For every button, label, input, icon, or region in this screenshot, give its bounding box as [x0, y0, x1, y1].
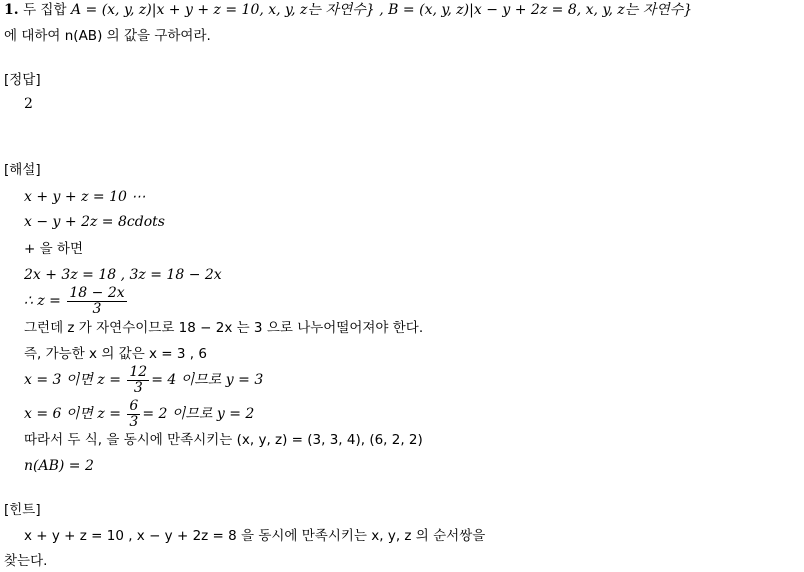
fraction-numerator: 6	[129, 397, 139, 414]
solution-line-9	[24, 396, 254, 432]
answer-value: 2	[24, 96, 33, 112]
case-x6-prefix: x = 6 이면 z =	[24, 406, 126, 422]
hint-heading: [힌트]	[4, 502, 41, 518]
solution-line-4: 2x + 3z = 18 , 3z = 18 − 2x	[24, 267, 222, 283]
solution-line-5	[24, 283, 129, 319]
problem-intro: 두 집합	[23, 2, 67, 18]
problem-line-1	[4, 0, 692, 20]
case-x6-suffix: = 2 이므로 y = 2	[142, 406, 255, 422]
solution-line-10: 따라서 두 식, 을 동시에 만족시키는 (x, y, z) = (3, 3, 4), (6, 2, 2)	[24, 432, 423, 448]
fraction-numerator: 12	[129, 363, 148, 380]
fraction-12-over-3	[127, 365, 149, 396]
solution-line-8	[24, 362, 263, 398]
therefore-z: ∴ z =	[24, 293, 66, 309]
set-a-definition: A = (x, y, z)|x + y + z = 10, x, y, z는 자연수}	[70, 2, 375, 18]
solution-line-6: 그런데 z 가 자연수이므로 18 − 2x 는 3 으로 나누어떨어져야 한다.	[24, 320, 424, 336]
set-b-definition: , B = (x, y, z)|x − y + 2z = 8, x, y, z는 자연수}	[379, 2, 693, 18]
fraction-denominator: 3	[133, 379, 143, 396]
answer-heading: [정답]	[4, 72, 41, 88]
hint-line-2: 찾는다.	[4, 553, 48, 569]
solution-line-7: 즉, 가능한 x 의 값은 x = 3 , 6	[24, 346, 207, 362]
solution-line-1: x + y + z = 10 ⋯	[24, 189, 146, 205]
problem-number: 1.	[4, 2, 19, 18]
solution-line-2: x − y + 2z = 8cdots	[24, 214, 165, 230]
fraction-6-over-3	[127, 399, 140, 430]
case-x3-prefix: x = 3 이면 z =	[24, 372, 126, 388]
hint-line-1: x + y + z = 10 , x − y + 2z = 8 을 동시에 만족시키는 x, y, z 의 순서쌍을	[24, 528, 486, 544]
solution-line-11: n(AB) = 2	[24, 458, 94, 474]
problem-line-2: 에 대하여 n(AB) 의 값을 구하여라.	[4, 28, 211, 44]
solution-line-3: + 을 하면	[24, 241, 84, 257]
case-x3-suffix: = 4 이므로 y = 3	[151, 372, 264, 388]
fraction-denominator: 3	[129, 413, 139, 430]
solution-heading: [해설]	[4, 162, 41, 178]
fraction-18-2x-over-3	[67, 286, 126, 317]
fraction-denominator: 3	[92, 300, 102, 317]
fraction-numerator: 18 − 2x	[69, 284, 125, 301]
